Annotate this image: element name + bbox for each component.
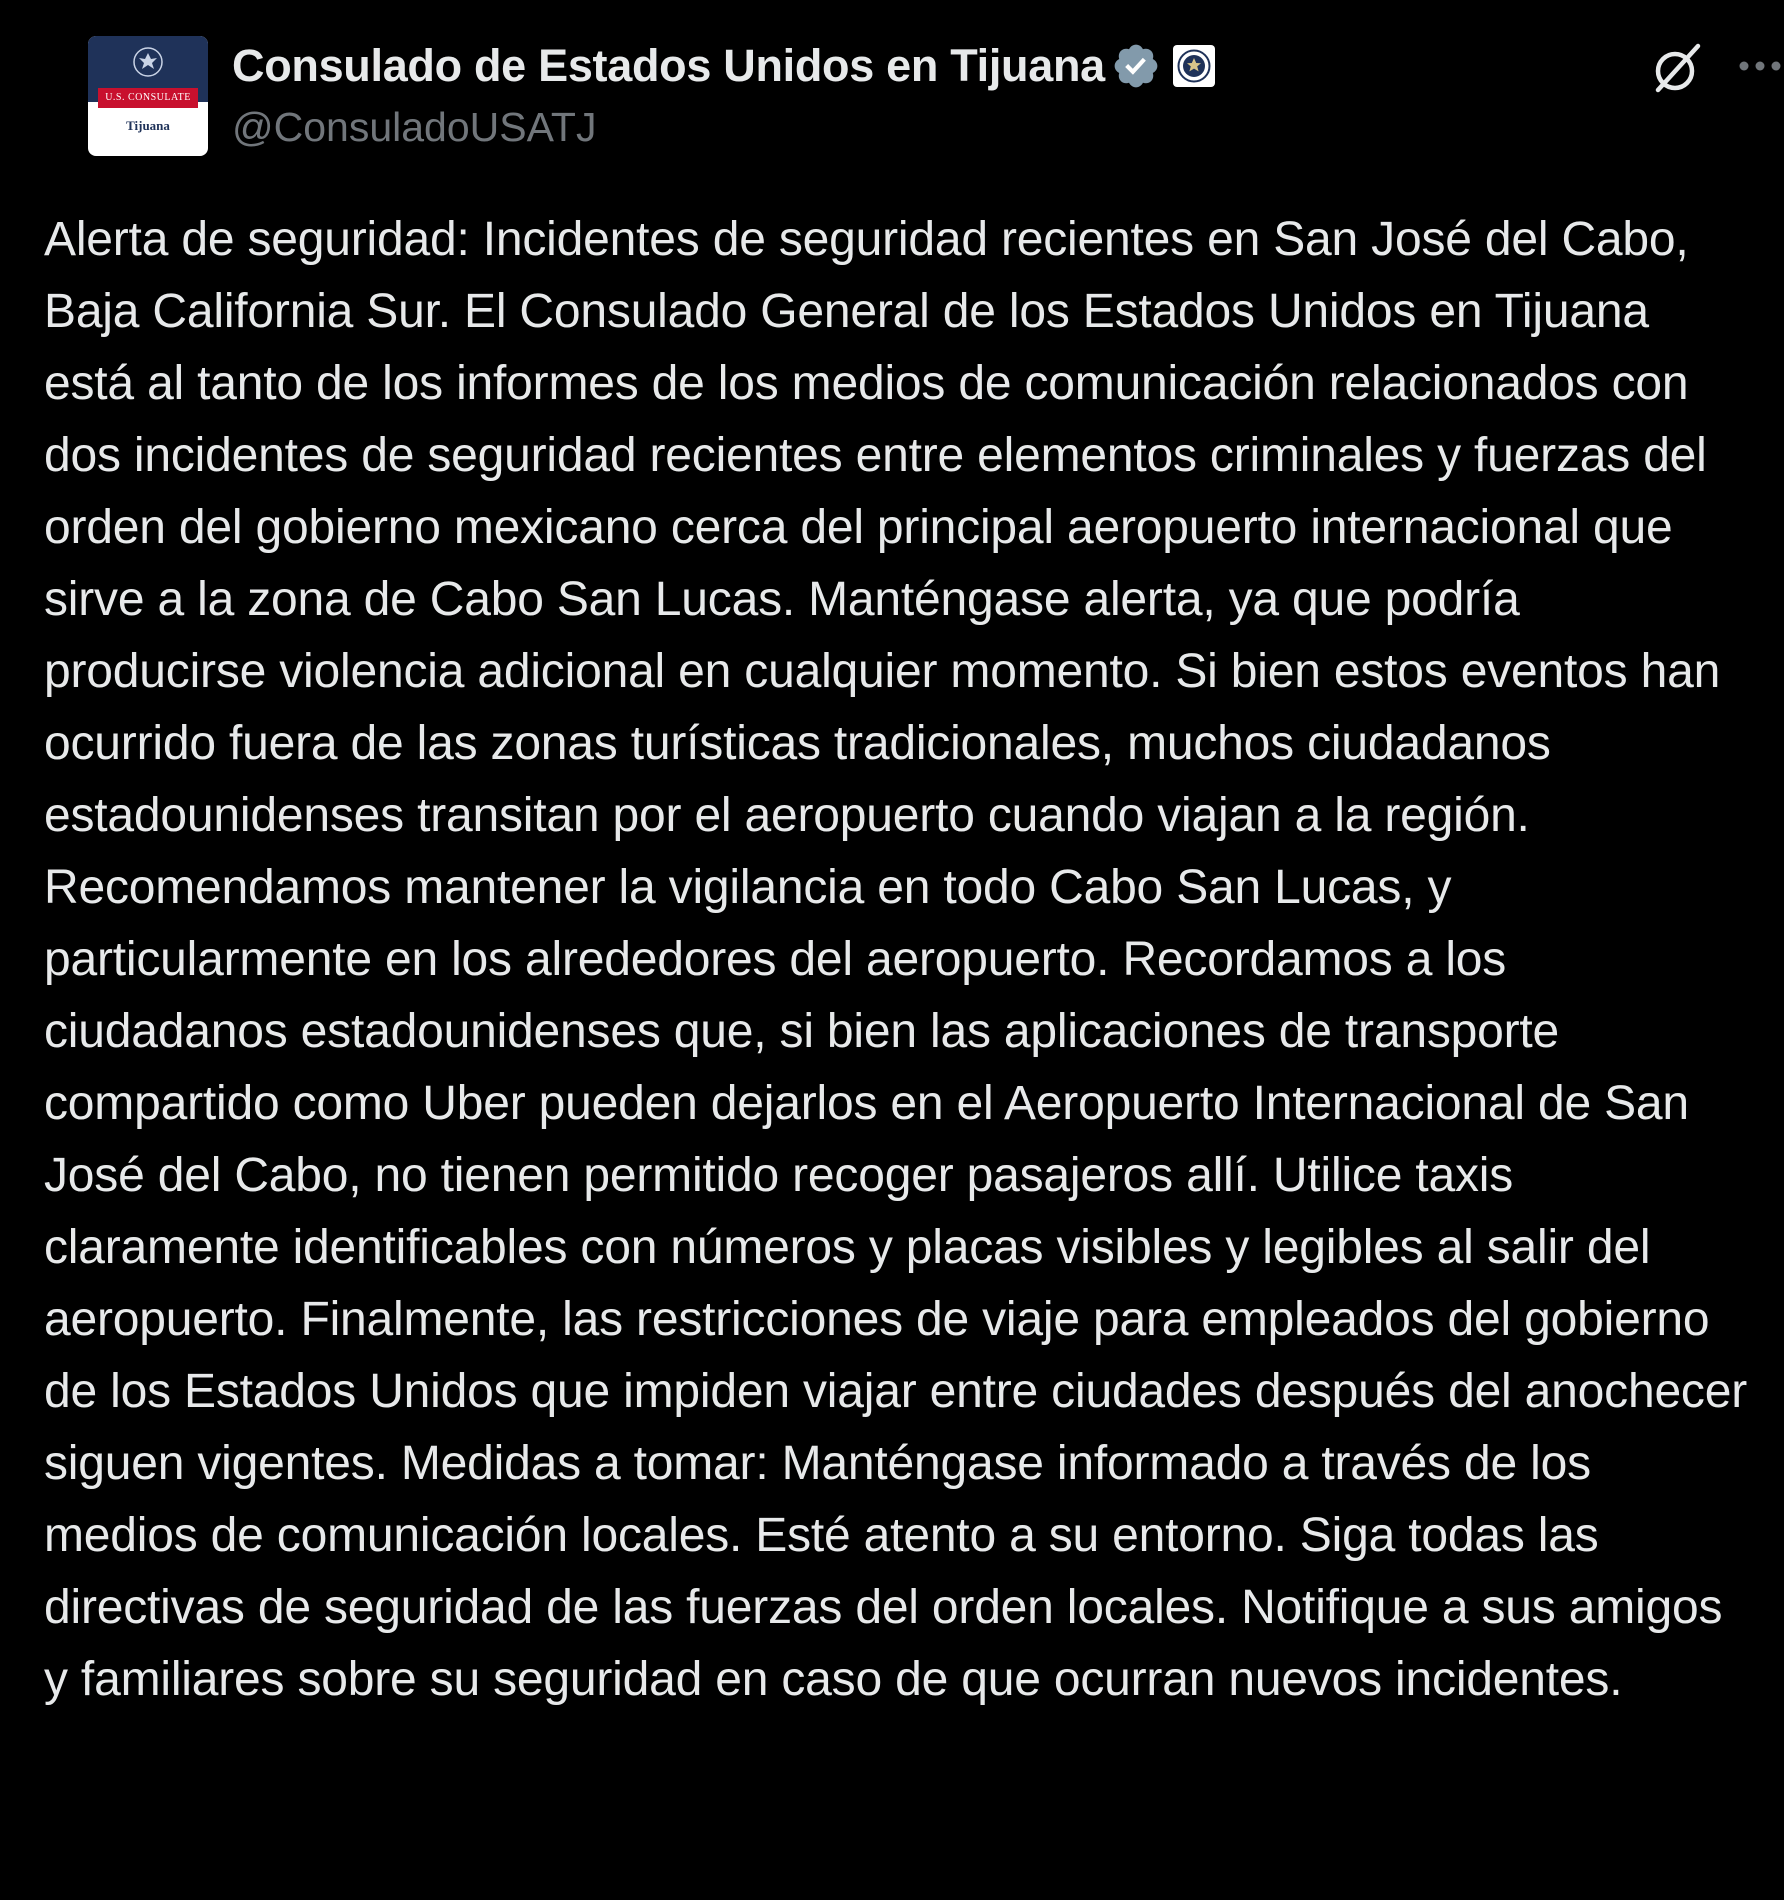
author-names [232,36,1432,154]
display-name[interactable]: Consulado de Estados Unidos en Tijuana [232,40,1105,91]
eagle-seal-icon [132,46,164,78]
post-text: Alerta de seguridad: Incidentes de seguridad recientes en San José del Cabo, Baja California Sur. El Consulado General de los Estados Unidos en Tijuana está al tanto de los informes de los medios de comunicación relacionados con dos incidentes de seguridad recientes entre elementos criminales y fuerzas del orden del gobierno mexicano cerca del principal aeropuerto internacional que sirve a la zona de Cabo San Lucas. Manténgase alerta, ya que podría producirse violencia adicional en cualquier momento. Si bien estos eventos han ocurrido fuera de las zonas turísticas tradicionales, muchos ciudadanos estadounidenses transitan por el aeropuerto cuando viajan a la región. Recomendamos mantener la vigilancia en todo Cabo San Lucas, y particularmente en los alrededores del aeropuerto. Recordamos a los ciudadanos estadounidenses que, si bien las aplicaciones de transporte compartido como Uber pueden dejarlos en el Aeropuerto Internacional de San José del Cabo, no tienen permitido recoger pasajeros allí. Utilice taxis claramente identificables con números y placas visibles y legibles al salir del aeropuerto. Finalmente, las restricciones de viaje para empleados del gobierno de los Estados Unidos que impiden viajar entre ciudades después del anochecer siguen vigentes. Medidas a tomar: Manténgase informado a través de los medios de comunicación locales. Esté atento a su entorno. Siga todas las directivas de seguridad de las fuerzas del orden locales. Notifique a sus amigos y familiares sobre su seguridad en caso de que ocurran nuevos incidentes. [44,213,1761,1706]
verified-badge-icon[interactable] [1111,41,1161,91]
seal-graphic-icon [1177,49,1211,83]
avatar[interactable] [88,36,208,156]
avatar-city-text: Tijuana [126,118,170,133]
grok-icon[interactable] [1648,40,1706,98]
avatar-band-text: U.S. CONSULATE [98,88,198,108]
more-icon[interactable] [1736,52,1784,80]
government-seal-icon[interactable] [1173,45,1215,87]
post-header [44,0,1740,200]
display-name-line [232,36,1432,96]
author-handle[interactable]: @ConsuladoUSATJ [232,104,597,150]
